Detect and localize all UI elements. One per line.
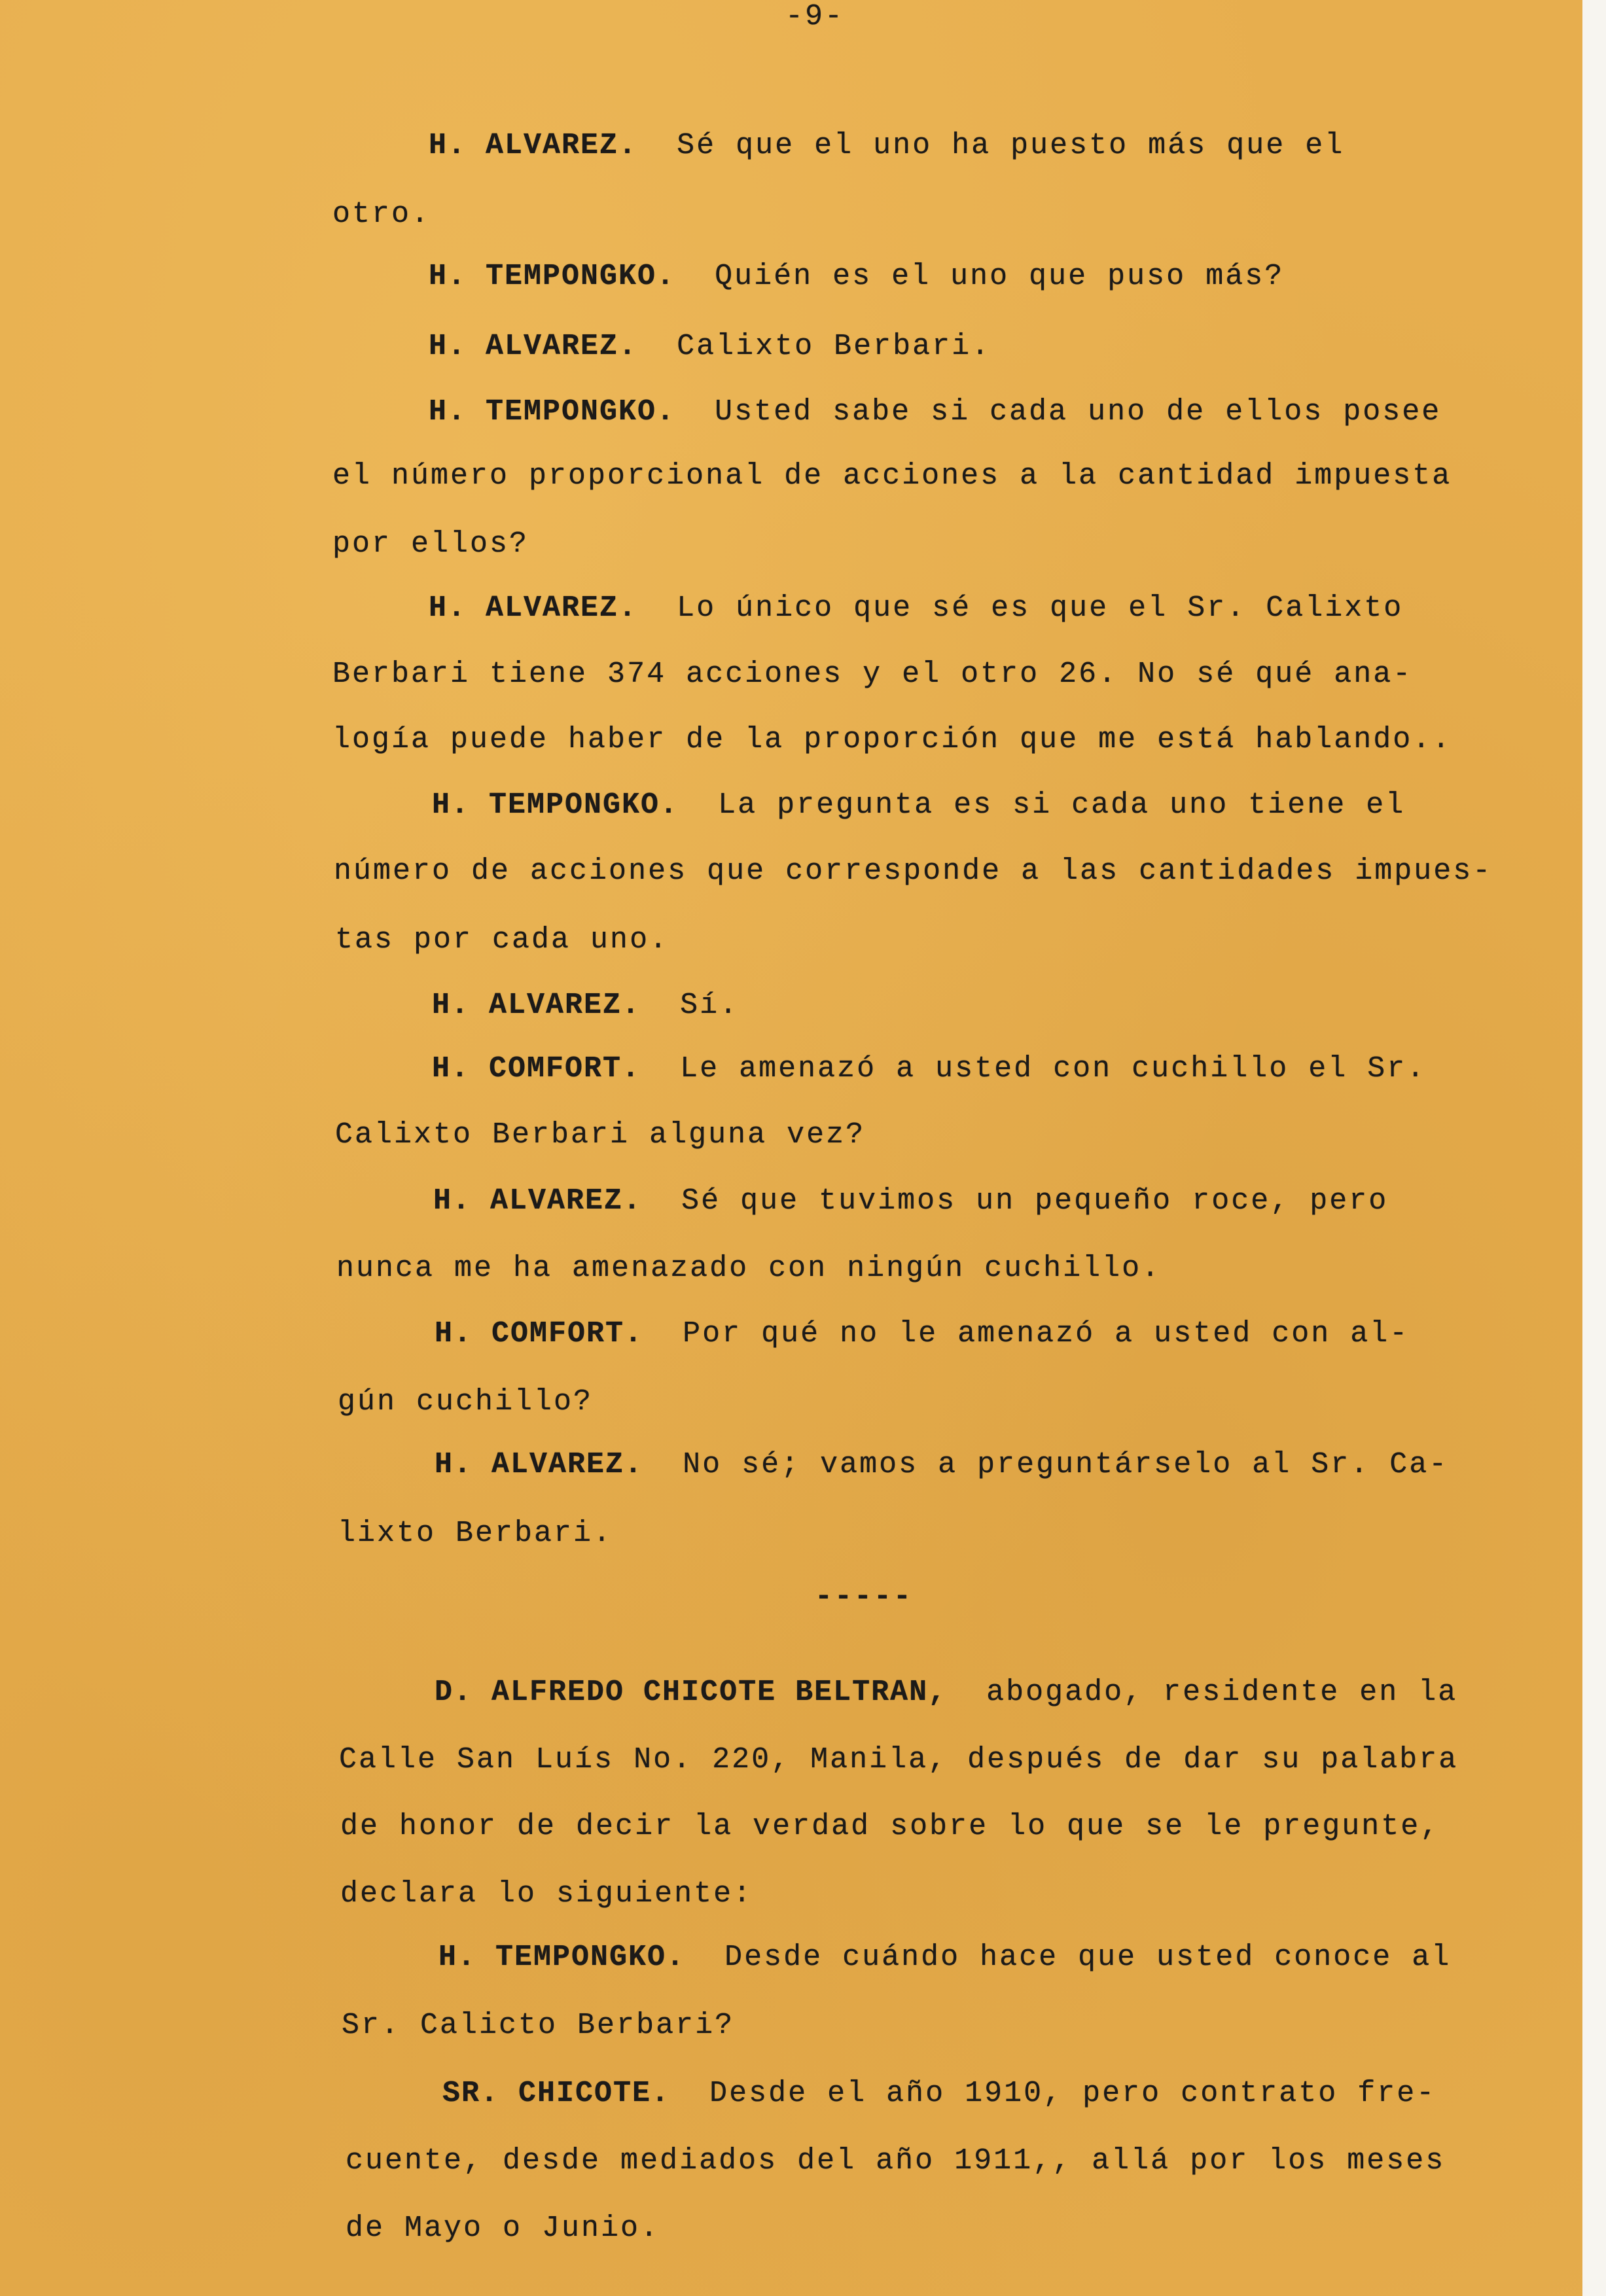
text-line — [429, 395, 1441, 429]
line-text: Desde cuándo hace que usted conoce al — [724, 1941, 1452, 1974]
line-text: Sé que el uno ha puesto más que el — [677, 129, 1345, 162]
line-text: Desde el año 1910, pero contrato fre- — [709, 2077, 1436, 2110]
text-line — [338, 1517, 613, 1551]
line-text: el número proporcional de acciones a la cantidad impuesta — [332, 459, 1452, 493]
speaker-label: H. COMFORT. — [432, 1052, 641, 1086]
text-line — [339, 1743, 1458, 1777]
line-text: logía puede haber de la proporción que me está hablando.. — [332, 723, 1452, 756]
text-line — [332, 198, 431, 232]
text-line — [432, 989, 739, 1023]
text-line — [335, 1118, 865, 1152]
text-line — [336, 1252, 1161, 1286]
text-line — [429, 330, 991, 364]
text-line — [338, 1385, 593, 1419]
speaker-label: H. ALVAREZ. — [429, 592, 638, 625]
text-line — [346, 2212, 660, 2246]
text-line — [332, 459, 1452, 493]
line-text: Usted sabe si cada uno de ellos posee — [715, 395, 1442, 429]
speaker-label: H. TEMPONGKO. — [429, 395, 676, 429]
line-text: otro. — [332, 198, 431, 231]
line-text: número de acciones que corresponde a las cantidades impues- — [334, 855, 1493, 888]
line-text: Calle San Luís No. 220, Manila, después de dar su palabra — [339, 1743, 1459, 1776]
text-line — [435, 1317, 1409, 1351]
speaker-label: H. TEMPONGKO. — [429, 260, 676, 293]
text-line — [335, 923, 669, 957]
page-number: -9- — [785, 0, 845, 33]
text-line — [433, 1184, 1388, 1218]
line-text: No sé; vamos a preguntárselo al Sr. Ca- — [683, 1448, 1449, 1481]
text-line — [342, 2009, 734, 2043]
line-text: lixto Berbari. — [338, 1517, 613, 1550]
text-line — [435, 1448, 1448, 1482]
line-text: Calixto Berbari alguna vez? — [335, 1118, 866, 1152]
line-text: Sr. Calicto Berbari? — [342, 2009, 735, 2042]
line-text: Por qué no le amenazó a usted con al- — [683, 1317, 1410, 1351]
line-text: Lo único que sé es que el Sr. Calixto — [677, 592, 1404, 625]
text-line — [334, 855, 1492, 889]
speaker-label: H. COMFORT. — [435, 1317, 644, 1351]
line-text: Sé que tuvimos un pequeño roce, pero — [681, 1184, 1389, 1218]
speaker-label: H. TEMPONGKO. — [438, 1941, 686, 1974]
text-line — [429, 260, 1284, 294]
line-text: tas por cada uno. — [335, 923, 669, 957]
line-text: cuente, desde mediados del año 1911,, allá por los meses — [346, 2144, 1446, 2178]
line-text: Calixto Berbari. — [677, 330, 991, 363]
text-line — [332, 723, 1452, 757]
scan-margin — [1582, 0, 1606, 2296]
text-line — [442, 2077, 1436, 2111]
speaker-label: D. ALFREDO CHICOTE BELTRAN, — [435, 1676, 948, 1709]
text-line — [346, 2144, 1445, 2178]
text-line — [432, 788, 1405, 822]
speaker-label: H. ALVAREZ. — [432, 989, 641, 1022]
line-text: La pregunta es si cada uno tiene el — [718, 788, 1406, 822]
text-line — [332, 527, 529, 561]
line-text: Sí. — [680, 989, 740, 1022]
speaker-label: H. TEMPONGKO. — [432, 788, 679, 822]
line-text: por ellos? — [332, 527, 529, 561]
line-text: abogado, residente en la — [986, 1676, 1458, 1709]
speaker-label: H. ALVAREZ. — [435, 1448, 644, 1481]
line-text: de Mayo o Junio. — [346, 2212, 660, 2245]
line-text: de honor de decir la verdad sobre lo que se le pregunte, — [340, 1810, 1440, 1843]
text-line — [432, 1052, 1426, 1086]
speaker-label: H. ALVAREZ. — [429, 330, 638, 363]
speaker-label: H. ALVAREZ. — [433, 1184, 643, 1218]
line-text: nunca me ha amenazado con ningún cuchillo. — [336, 1252, 1162, 1285]
line-text: gún cuchillo? — [338, 1385, 594, 1419]
line-text: declara lo siguiente: — [340, 1877, 753, 1911]
text-line — [438, 1941, 1451, 1975]
text-line — [429, 129, 1344, 163]
text-line — [435, 1676, 1457, 1710]
text-line — [340, 1810, 1440, 1844]
line-text: Le amenazó a usted con cuchillo el Sr. — [680, 1052, 1427, 1086]
line-text: Berbari tiene 374 acciones y el otro 26. No sé qué ana- — [332, 658, 1413, 691]
section-separator: ----- — [815, 1580, 914, 1614]
speaker-label: SR. CHICOTE. — [442, 2077, 671, 2110]
line-text: Quién es el uno que puso más? — [715, 260, 1285, 293]
text-line — [340, 1877, 753, 1911]
text-line — [429, 592, 1403, 626]
speaker-label: H. ALVAREZ. — [429, 129, 638, 162]
text-line — [332, 658, 1412, 692]
